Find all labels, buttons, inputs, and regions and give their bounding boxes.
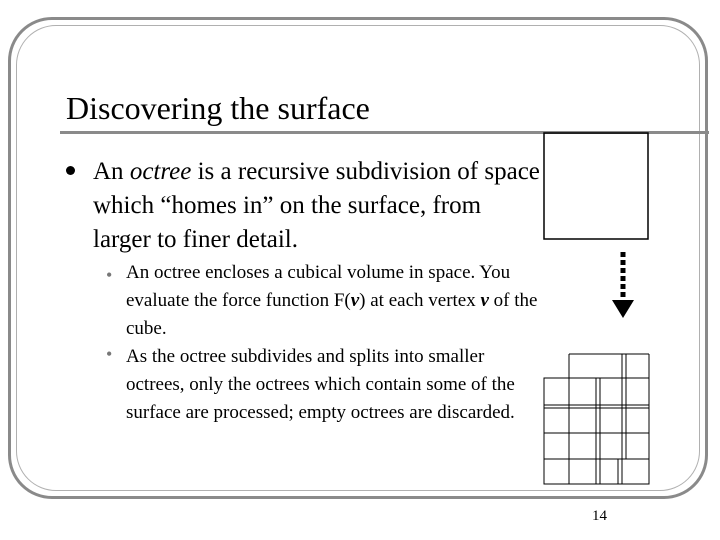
sub-bullet-1-var2: v <box>480 290 489 311</box>
sub-bullet-1-pre: An octree encloses a cubical volume in space. You evaluate the force function F( <box>126 262 511 311</box>
sub-bullet-1-var: v <box>350 290 360 311</box>
sub-bullet-dot: • <box>106 265 113 285</box>
slide-title: Discovering the surface <box>66 90 370 126</box>
octree-subdivided-grid <box>544 354 649 484</box>
main-bullet-pre: An <box>93 158 130 185</box>
page-number: 14 <box>592 508 607 524</box>
arrow-down-icon <box>612 300 634 318</box>
main-bullet-post: is a recursive subdivision of space which “homes in” on the surface, from larger to finer detail. <box>93 158 540 253</box>
sub-bullet-1-mid: ) at each vertex <box>359 290 481 311</box>
sub-bullet-1-post: of the cube. <box>126 290 538 339</box>
sub-bullet-dot: • <box>106 344 113 364</box>
sub-bullet-2: As the octree subdivides and splits into smaller octrees, only the octrees which contain some of the surface are processed; empty octrees are discarded. <box>126 346 515 423</box>
octree-cube-large <box>544 133 648 239</box>
main-bullet-term: octree <box>129 158 192 185</box>
